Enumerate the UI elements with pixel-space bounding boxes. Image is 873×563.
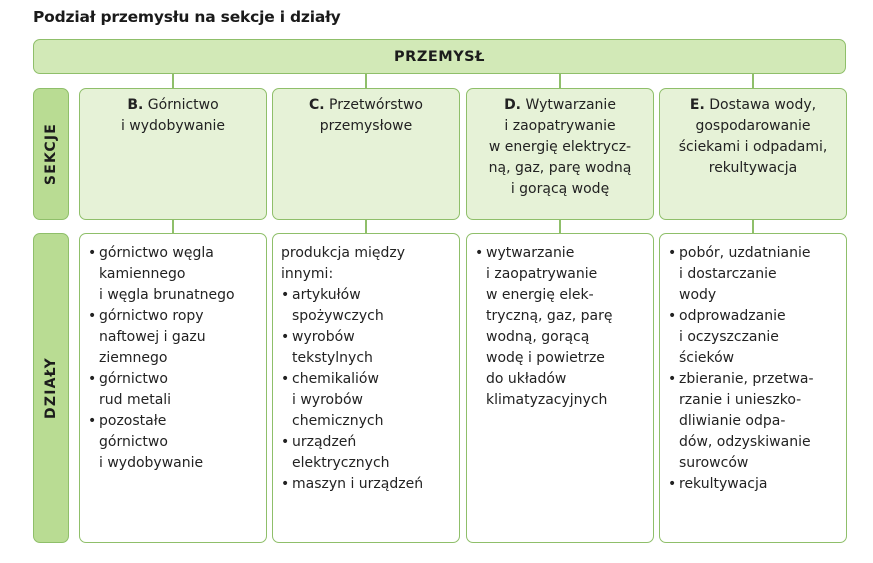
section-name: Górnictwo — [143, 97, 219, 113]
division-item-line: dów, odzyskiwanie — [679, 434, 811, 450]
division-item — [668, 243, 840, 306]
division-item-line: wodę i powietrze — [486, 350, 605, 366]
division-item-line: ścieków — [679, 350, 735, 366]
division-list — [281, 285, 453, 495]
section-text-line: gospodarowanie — [695, 118, 811, 134]
section-title-line — [80, 95, 266, 116]
section-code: E. — [689, 97, 705, 113]
division-item-line: kamiennego — [99, 266, 186, 282]
division-item-line: rzanie i unieszko- — [679, 392, 802, 408]
division-item-line: • górnictwo ropy — [99, 308, 204, 324]
division-list — [668, 243, 840, 495]
divisions-label: DZIAŁY — [43, 357, 59, 419]
division-list — [88, 243, 260, 474]
division-item-line: • odprowadzanie — [679, 308, 786, 324]
division-item-line: do układów — [486, 371, 567, 387]
section-text-line: ściekami i odpadami, — [678, 139, 828, 155]
division-item-line: i wyrobów — [292, 392, 363, 408]
division-item-line: • wytwarzanie — [486, 245, 575, 261]
division-item-line: tryczną, gaz, parę — [486, 308, 613, 324]
section-box — [272, 88, 460, 220]
section-text-line: i wydobywanie — [120, 118, 226, 134]
division-item-line: naftowej i gazu — [99, 329, 206, 345]
division-item-line: • górnictwo — [99, 371, 168, 387]
division-item-line: • zbieranie, przetwa- — [679, 371, 814, 387]
division-box — [272, 233, 460, 543]
division-intro — [281, 243, 453, 285]
division-item — [281, 432, 453, 474]
diagram-title: Podział przemysłu na sekcje i działy — [33, 8, 341, 26]
division-box — [659, 233, 847, 543]
industry-header: PRZEMYSŁ — [33, 39, 846, 74]
division-item-line: • wyrobów — [292, 329, 355, 345]
division-item-line: w energię elek- — [486, 287, 594, 303]
division-item-line: klimatyzacyjnych — [486, 392, 608, 408]
section-box — [659, 88, 847, 220]
connector-line — [559, 74, 561, 88]
division-item-line: • rekultywacja — [679, 476, 768, 492]
division-item — [668, 474, 840, 495]
connector-line — [172, 74, 174, 88]
sections-label: SEKCJE — [43, 122, 59, 186]
section-box — [79, 88, 267, 220]
division-item — [88, 369, 260, 411]
connector-line — [752, 74, 754, 88]
section-text-line: ną, gaz, parę wodną — [488, 160, 632, 176]
section-code: D. — [504, 97, 522, 113]
division-item-line: spożywczych — [292, 308, 384, 324]
division-item — [281, 474, 453, 495]
section-text-line: i zaopatrywanie — [504, 118, 616, 134]
section-text-line: przemysłowe — [319, 118, 413, 134]
division-item — [281, 327, 453, 369]
division-item — [88, 243, 260, 306]
division-item-line: wodną, gorącą — [486, 329, 590, 345]
section-code: C. — [308, 97, 325, 113]
division-item-line: elektrycznych — [292, 455, 390, 471]
division-item — [475, 243, 647, 411]
division-item-line: wody — [679, 287, 717, 303]
division-item-line: i wydobywanie — [99, 455, 204, 471]
division-item — [668, 306, 840, 369]
division-item-line: i dostarczanie — [679, 266, 777, 282]
division-item-line: dliwianie odpa- — [679, 413, 786, 429]
division-item-line: górnictwo — [99, 434, 168, 450]
division-item-line: chemicznych — [292, 413, 384, 429]
division-item-line: • pobór, uzdatnianie — [679, 245, 811, 261]
division-item-line: i zaopatrywanie — [486, 266, 598, 282]
division-list — [475, 243, 647, 411]
section-title-line — [273, 95, 459, 116]
section-text-line: w energię elektrycz- — [488, 139, 632, 155]
division-box — [466, 233, 654, 543]
section-title-line — [660, 95, 846, 116]
section-name: Dostawa wody, — [704, 97, 817, 113]
division-item-line: rud metali — [99, 392, 172, 408]
division-item-line: i węgla brunatnego — [99, 287, 235, 303]
section-code: B. — [127, 97, 144, 113]
section-text-line: i gorącą wodę — [510, 181, 610, 197]
connector-line — [559, 220, 561, 233]
division-item — [281, 285, 453, 327]
section-name: Przetwórstwo — [324, 97, 424, 113]
division-item-line: ziemnego — [99, 350, 168, 366]
divisions-side-label — [33, 233, 69, 543]
division-item-line: • chemikaliów — [292, 371, 379, 387]
division-item — [668, 369, 840, 474]
section-box — [466, 88, 654, 220]
division-box — [79, 233, 267, 543]
division-item-line: • maszyn i urządzeń — [292, 476, 424, 492]
connector-line — [365, 74, 367, 88]
division-intro-line: produkcja między — [281, 245, 406, 261]
section-title-line — [467, 95, 653, 116]
connector-line — [365, 220, 367, 233]
division-item-line: • artykułów — [292, 287, 361, 303]
division-intro-line: innymi: — [281, 266, 334, 282]
division-item — [88, 411, 260, 474]
section-name: Wytwarzanie — [521, 97, 616, 113]
division-item-line: surowców — [679, 455, 749, 471]
division-item-line: • pozostałe — [99, 413, 167, 429]
division-item-line: • górnictwo węgla — [99, 245, 214, 261]
connector-line — [172, 220, 174, 233]
division-item — [281, 369, 453, 432]
division-item — [88, 306, 260, 369]
division-item-line: • urządzeń — [292, 434, 357, 450]
section-text-line: rekultywacja — [708, 160, 798, 176]
connector-line — [752, 220, 754, 233]
sections-side-label — [33, 88, 69, 220]
division-item-line: tekstylnych — [292, 350, 373, 366]
division-item-line: i oczyszczanie — [679, 329, 779, 345]
